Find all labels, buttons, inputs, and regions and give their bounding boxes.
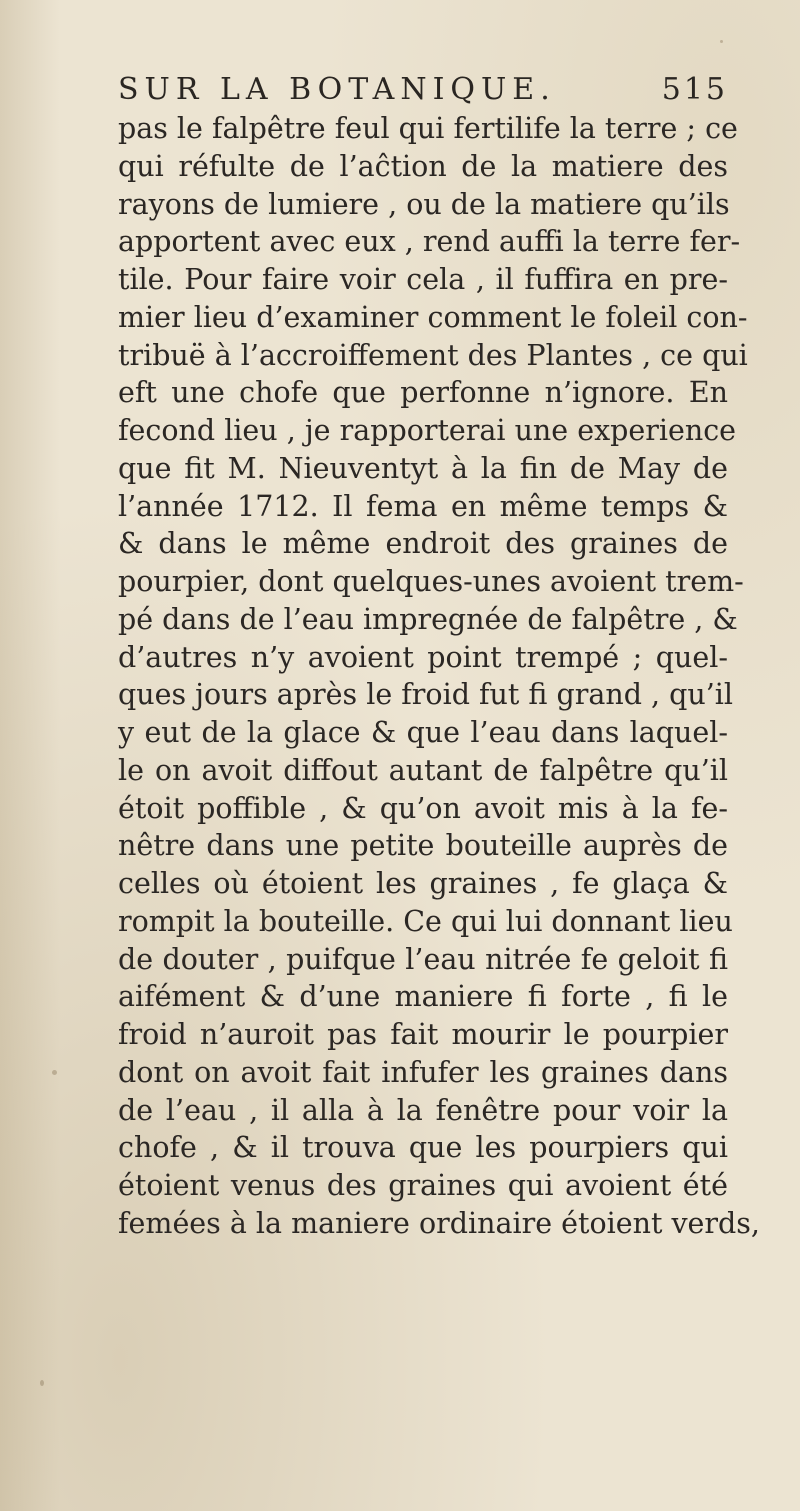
text-line: dont on avoit fait infufer les graines dans bbox=[118, 1055, 728, 1089]
text-line: apportent avec eux , rend auffi la terre fer- bbox=[118, 225, 741, 259]
text-line: rayons de lumiere , ou de la matiere qu’ils bbox=[118, 187, 730, 221]
paper-blemish bbox=[40, 1380, 44, 1386]
text-line: eft une chofe que perfonne n’ignore. En bbox=[118, 376, 728, 410]
text-line: tile. Pour faire voir cela , il fuffira en pre- bbox=[118, 263, 728, 296]
text-line: aifément & d’une maniere fi forte , fi le bbox=[118, 980, 728, 1014]
text-line: que fit M. Nieuventyt à la fin de May de bbox=[118, 451, 728, 485]
text-line: froid n’auroit pas fait mourir le pourpier bbox=[118, 1018, 728, 1051]
text-line: fecond lieu , je rapporterai une experience bbox=[118, 414, 737, 447]
text-line: pourpier, dont quelques-unes avoient trem- bbox=[118, 565, 744, 598]
text-line: l’année 1712. Il fema en même temps & bbox=[118, 489, 728, 523]
text-line: ques jours après le froid fut fi grand , qu’il bbox=[118, 678, 734, 712]
text-line: y eut de la glace & que l’eau dans laquel- bbox=[118, 716, 728, 749]
text-line: mier lieu d’examiner comment le foleil con- bbox=[118, 300, 748, 334]
running-header bbox=[118, 70, 728, 110]
text-line: tribuë à l’accroiffement des Plantes , ce qui bbox=[118, 338, 748, 372]
text-line: de douter , puifque l’eau nitrée fe geloit fi bbox=[118, 942, 728, 976]
running-title: SUR LA BOTANIQUE. bbox=[118, 72, 556, 107]
body-text bbox=[118, 110, 760, 1243]
page-number: 515 bbox=[661, 72, 728, 107]
text-line: pas le falpêtre feul qui fertilife la terre ; ce bbox=[118, 112, 738, 145]
text-line: chofe , & il trouva que les pourpiers qui bbox=[118, 1131, 728, 1165]
text-line: nêtre dans une petite bouteille auprès de bbox=[118, 829, 728, 863]
paper-blemish bbox=[52, 1070, 57, 1075]
text-line: d’autres n’y avoient point trempé ; quel- bbox=[118, 640, 728, 674]
text-line: étoit poffible , & qu’on avoit mis à la fe- bbox=[118, 791, 728, 825]
paper-blemish bbox=[720, 40, 723, 43]
text-line: celles où étoient les graines , fe glaça & bbox=[118, 867, 728, 900]
text-line: femées à la maniere ordinaire étoient verds, bbox=[118, 1206, 760, 1240]
text-line: de l’eau , il alla à la fenêtre pour voir la bbox=[118, 1093, 728, 1127]
text-line: & dans le même endroit des graines de bbox=[118, 527, 728, 561]
text-line: le on avoit diffout autant de falpêtre qu’il bbox=[118, 753, 728, 787]
text-line: qui réfulte de l’aĉtion de la matiere des bbox=[118, 149, 728, 183]
text-line: pé dans de l’eau impregnée de falpêtre , & bbox=[118, 602, 738, 636]
text-line: étoient venus des graines qui avoient été bbox=[118, 1169, 728, 1202]
text-line: rompit la bouteille. Ce qui lui donnant lieu bbox=[118, 904, 733, 938]
